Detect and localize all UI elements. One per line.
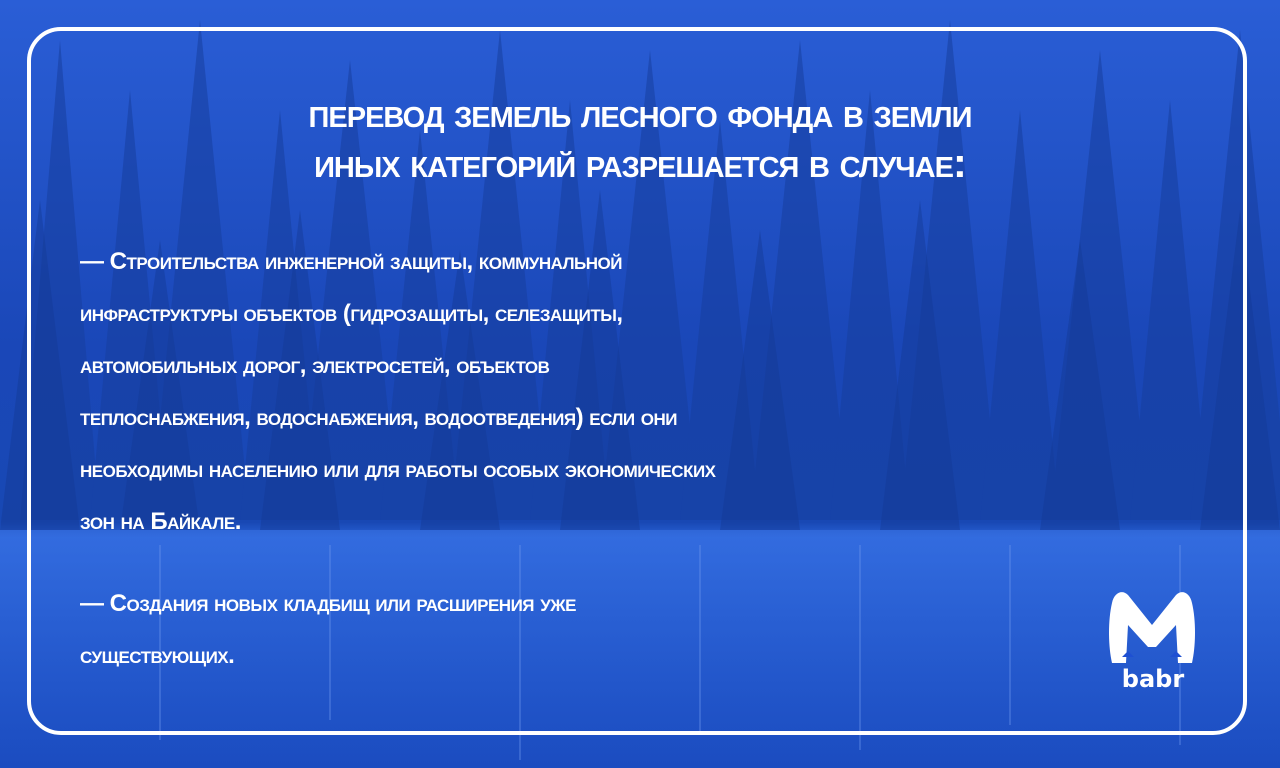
paragraph-line: автомобильных дорог, электросетей, объектов	[80, 352, 550, 379]
paragraph-line: необходимы населению или для работы особых экономических	[80, 456, 716, 483]
page-title	[60, 88, 1220, 188]
paragraph-line: существующих.	[80, 642, 235, 669]
cat-m-logo-icon	[1104, 585, 1200, 667]
title-line: иных категорий разрешается в случае:	[314, 139, 966, 186]
paragraph-line: — Строительства инженерной защиты, коммунальной	[80, 248, 622, 275]
logo-wordmark: babr	[1121, 665, 1185, 693]
paragraph-line: теплоснабжения, водоснабжения, водоотведения) если они	[80, 404, 677, 431]
list-item-infrastructure	[80, 236, 1230, 548]
paragraph-line: зон на Байкале.	[80, 508, 241, 535]
paragraph-line: инфраструктуры объектов (гидрозащиты, селезащиты,	[80, 300, 623, 327]
babr-logo	[1098, 585, 1208, 705]
paragraph-line: — Создания новых кладбищ или расширения уже	[80, 590, 576, 617]
title-line: перевод земель лесного фонда в земли	[308, 89, 972, 136]
list-item-cemeteries	[80, 578, 1230, 682]
